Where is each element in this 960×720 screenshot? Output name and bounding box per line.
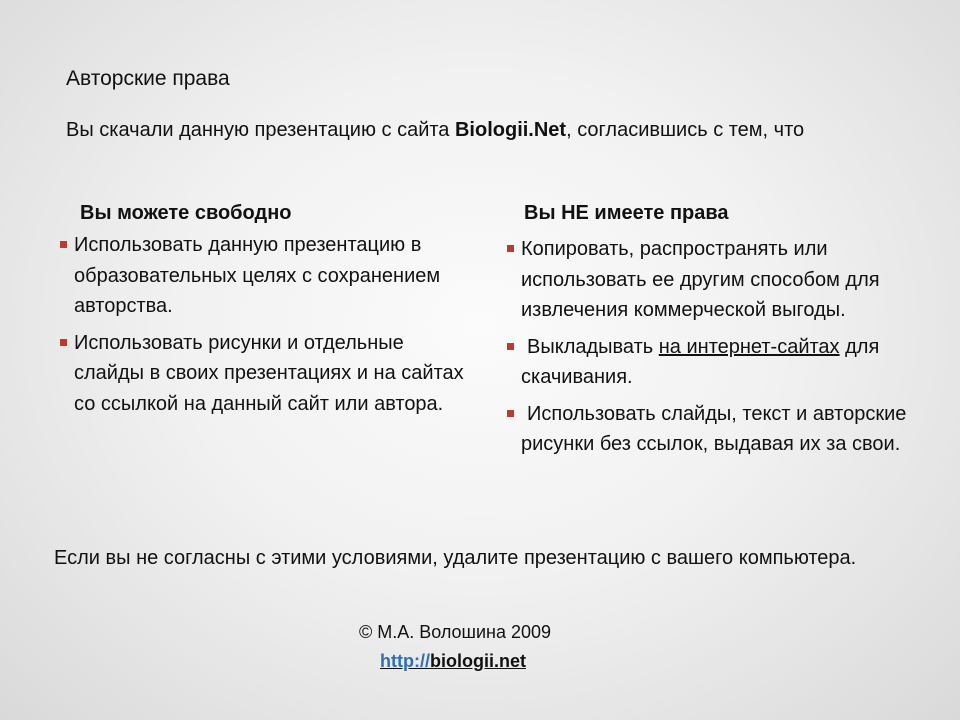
intro-suffix: , согласившись с тем, что bbox=[566, 119, 805, 141]
intro-site-name: Biologii.Net bbox=[454, 119, 567, 141]
allowed-item-text: Использовать данную презентацию в образовательных целях с сохранением авторства. bbox=[74, 234, 441, 317]
forbidden-heading: Вы НЕ имеете права bbox=[524, 202, 729, 224]
bullet-square-icon bbox=[507, 343, 514, 350]
site-link[interactable] bbox=[0, 649, 906, 673]
list-item bbox=[74, 328, 474, 420]
forbidden-list bbox=[521, 234, 921, 466]
allowed-list bbox=[74, 230, 474, 425]
list-item bbox=[521, 332, 921, 393]
allowed-heading: Вы можете свободно bbox=[80, 202, 292, 224]
site-link-protocol[interactable]: http:// bbox=[380, 651, 430, 671]
closing-text: Если вы не согласны с этими условиями, удалите презентацию с вашего компьютера. bbox=[54, 547, 857, 569]
copyright-text: © М.А. Волошина 2009 bbox=[358, 622, 552, 642]
slide-title: Авторские права bbox=[66, 67, 230, 90]
bullet-square-icon bbox=[507, 410, 514, 417]
list-item bbox=[521, 234, 921, 326]
intro-text bbox=[66, 116, 896, 145]
bullet-square-icon bbox=[60, 241, 67, 248]
forbidden-item-after: для скачивания. bbox=[521, 335, 880, 388]
list-item bbox=[521, 399, 921, 460]
forbidden-item-text: Использовать слайды, текст и авторские рисунки без ссылок, выдавая их за свои. bbox=[521, 402, 907, 455]
allowed-item-text: Использовать рисунки и отдельные слайды в своих презентациях и на сайтах со ссылкой на данный сайт или автора. bbox=[74, 331, 464, 415]
forbidden-item-before: Выкладывать bbox=[527, 335, 659, 358]
bullet-square-icon bbox=[507, 245, 514, 252]
forbidden-item-text bbox=[521, 336, 879, 389]
intro-prefix: Вы скачали данную презентацию с сайта bbox=[66, 119, 455, 141]
site-link-host[interactable]: biologii.net bbox=[429, 651, 526, 671]
list-item bbox=[74, 230, 474, 322]
forbidden-item-text: Копировать, распространять или использовать ее другим способом для извлечения коммерческой выгоды. bbox=[521, 238, 880, 321]
bullet-square-icon bbox=[60, 339, 67, 346]
internet-sites-link[interactable]: на интернет-сайтах bbox=[658, 335, 840, 358]
